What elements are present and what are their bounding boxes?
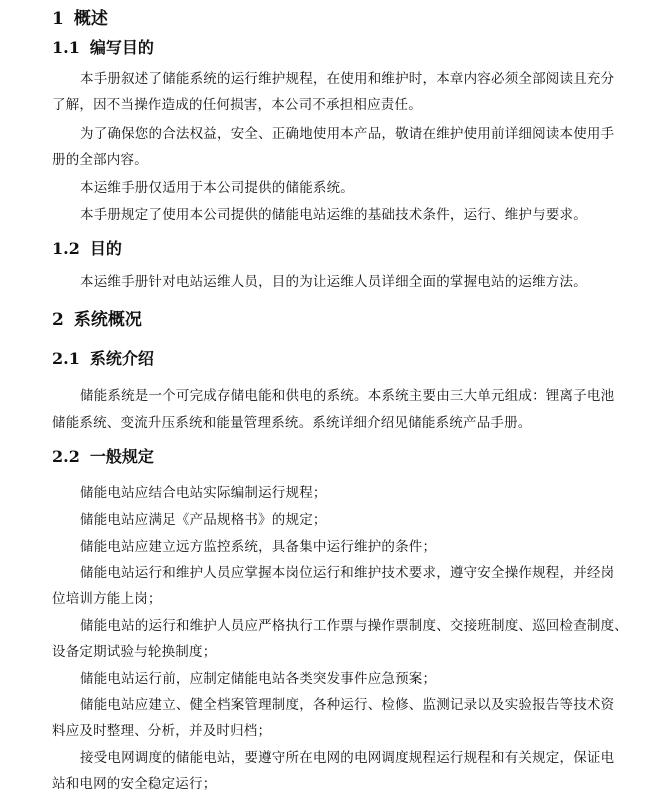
paragraph-line: 本运维手册仅适用于本公司提供的储能系统。 [80, 180, 354, 196]
rule-line: 料应及时整理、分析，并及时归档； [52, 723, 272, 739]
rule-line: 储能电站运行前，应制定储能电站各类突发事件应急预案； [80, 671, 437, 687]
heading-title: 一般规定 [89, 447, 154, 466]
heading-1 [52, 4, 108, 29]
heading-title: 系统介绍 [89, 349, 154, 368]
heading-number: 1.1 [52, 38, 80, 57]
rule-line: 接受电网调度的储能电站，要遵守所在电网的电网调度规程运行规程和有关规定，保证电 [80, 750, 615, 766]
paragraph-line: 册的全部内容。 [52, 152, 148, 168]
paragraph-line: 储能系统、变流升压系统和能量管理系统。系统详细介绍见储能系统产品手册。 [52, 415, 532, 431]
rule-line: 储能电站的运行和维护人员应严格执行工作票与操作票制度、交接班制度、巡回检查制度、 [80, 618, 628, 634]
heading-title: 概述 [73, 9, 108, 29]
heading-title: 目的 [89, 239, 122, 258]
paragraph-line: 为了确保您的合法权益，安全、正确地使用本产品，敬请在维护使用前详细阅读本使用手 [80, 126, 615, 142]
heading-number: 2.1 [52, 349, 80, 368]
rule-line: 储能电站运行和维护人员应掌握本岗位运行和维护技术要求，遵守安全操作规程，并经岗 [80, 565, 615, 581]
heading-2-1 [52, 346, 154, 369]
heading-number: 2.2 [52, 447, 80, 466]
heading-number: 1 [52, 9, 64, 29]
rule-line: 储能电站应满足《产品规格书》的规定； [80, 512, 327, 528]
rule-line: 储能电站应结合电站实际编制运行规程； [80, 485, 327, 501]
paragraph-line: 本手册规定了使用本公司提供的储能电站运维的基础技术条件，运行、维护与要求。 [80, 207, 587, 223]
heading-1-2 [52, 236, 122, 259]
heading-2 [52, 305, 142, 330]
paragraph-line: 储能系统是一个可完成存储电能和供电的系统。本系统主要由三大单元组成：锂离子电池 [80, 388, 615, 404]
heading-1-1 [52, 35, 154, 58]
heading-title: 编写目的 [89, 38, 154, 57]
rule-line: 储能电站应建立远方监控系统，具备集中运行维护的条件； [80, 539, 437, 555]
heading-2-2 [52, 444, 154, 467]
rule-line: 设备定期试验与轮换制度； [52, 644, 217, 660]
paragraph-line: 本手册叙述了储能系统的运行维护规程，在使用和维护时，本章内容必须全部阅读且充分 [80, 71, 615, 87]
heading-number: 2 [52, 310, 64, 330]
rule-line: 站和电网的安全稳定运行； [52, 776, 217, 792]
paragraph-line: 了解，因不当操作造成的任何损害，本公司不承担相应责任。 [52, 97, 422, 113]
heading-number: 1.2 [52, 239, 80, 258]
heading-title: 系统概况 [73, 310, 142, 330]
rule-line: 储能电站应建立、健全档案管理制度，各种运行、检修、监测记录以及实验报告等技术资 [80, 697, 615, 713]
rule-line: 位培训方能上岗； [52, 591, 162, 607]
paragraph-line: 本运维手册针对电站运维人员，目的为让运维人员详细全面的掌握电站的运维方法。 [80, 274, 587, 290]
